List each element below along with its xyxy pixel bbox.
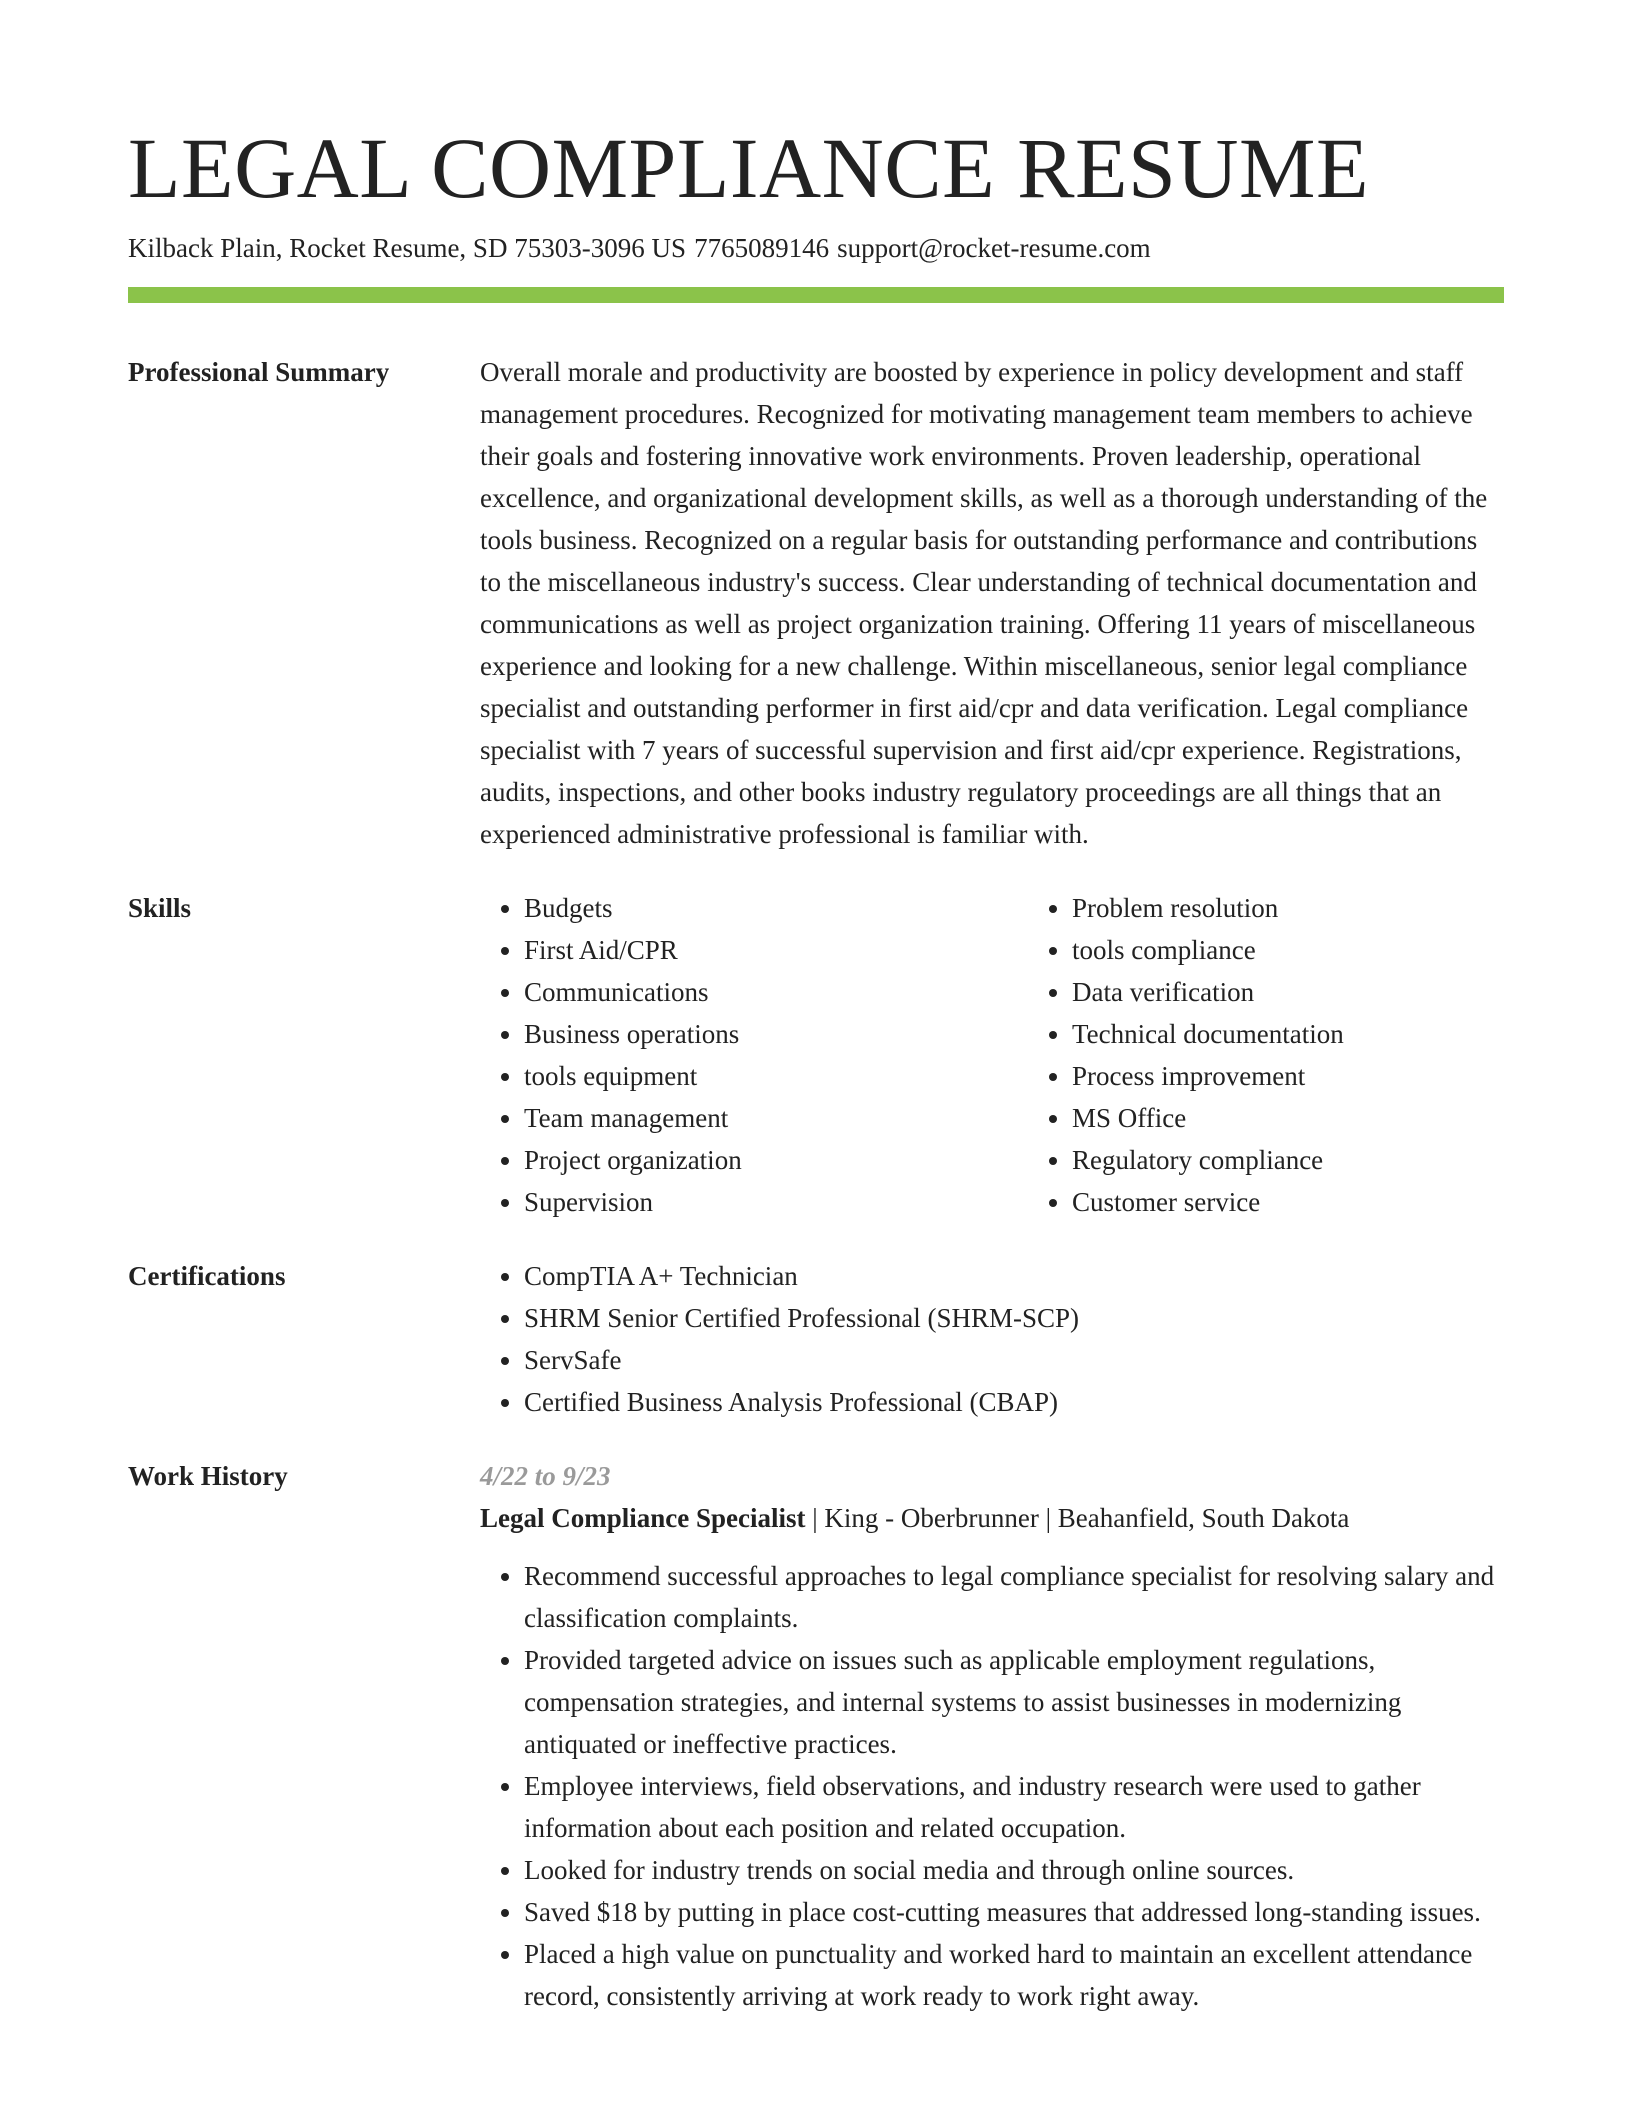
skills-section [128,887,1504,1223]
skills-list-right [1028,887,1576,1223]
certifications-list [480,1255,1504,1423]
skill-item: • Regulatory compliance [1072,1139,1576,1181]
contact-email: support@rocket-resume.com [837,233,1151,263]
work-history-body [480,1455,1504,2017]
certification-item: • CompTIA A+ Technician [524,1255,1504,1297]
skill-item: • First Aid/CPR [524,929,1028,971]
job-bullet: • Recommend successful approaches to legal compliance specialist for resolving salary and classification complaints. [524,1555,1504,1639]
resume-page [128,118,1504,2017]
skill-item: • Process improvement [1072,1055,1576,1097]
contact-line [128,230,1504,266]
skill-item: • Budgets [524,887,1028,929]
section-label-summary: Professional Summary [128,357,390,387]
header-divider [128,287,1504,303]
skill-item: • tools compliance [1072,929,1576,971]
skill-item: • Customer service [1072,1181,1576,1223]
work-history-section [128,1455,1504,2017]
job-title: Legal Compliance Specialist [480,1503,806,1533]
skill-item: • Technical documentation [1072,1013,1576,1055]
job-heading [480,1497,1504,1539]
section-label-work-history: Work History [128,1461,288,1491]
job-bullet: • Looked for industry trends on social media and through online sources. [524,1849,1504,1891]
certification-item: • SHRM Senior Certified Professional (SHRM-SCP) [524,1297,1504,1339]
skill-item: • Supervision [524,1181,1028,1223]
section-label-skills: Skills [128,893,192,923]
job-employer-location: | King - Oberbrunner | Beahanfield, South Dakota [805,1503,1350,1533]
skills-columns [480,887,1576,1223]
contact-address: Kilback Plain, Rocket Resume, SD 75303-3096 US [128,233,686,263]
skill-item: • Business operations [524,1013,1028,1055]
skill-item: • tools equipment [524,1055,1028,1097]
skill-item: • MS Office [1072,1097,1576,1139]
skill-item: • Data verification [1072,971,1576,1013]
section-label-certifications: Certifications [128,1261,286,1291]
certifications-body [480,1255,1504,1423]
resume-title: LEGAL COMPLIANCE RESUME [128,120,1369,216]
job-responsibilities-list [480,1555,1504,2017]
contact-phone: 7765089146 [694,233,830,263]
certification-item: • ServSafe [524,1339,1504,1381]
job-bullet: • Placed a high value on punctuality and worked hard to maintain an excellent attendance record, consistently arriving at work ready to work right away. [524,1933,1504,2017]
job-bullet: • Employee interviews, field observations, and industry research were used to gather information about each position and related occupation. [524,1765,1504,1849]
professional-summary-section [128,351,1504,855]
certifications-section [128,1255,1504,1423]
skill-item: • Communications [524,971,1028,1013]
job-dates: 4/22 to 9/23 [480,1461,611,1491]
certification-item: • Certified Business Analysis Professional (CBAP) [524,1381,1504,1423]
skill-item: • Problem resolution [1072,887,1576,929]
summary-text: Overall morale and productivity are boosted by experience in policy development and staff management procedures. Recognized for motivating management team members to achieve their goals and fostering innovative work environments. Proven leadership, operational excellence, and organizational development skills, as well as a thorough understanding of the tools business. Recognized on a regular basis for outstanding performance and contributions to the miscellaneous industry's success. Clear understanding of technical documentation and communications as well as project organization training. Offering 11 years of miscellaneous experience and looking for a new challenge. Within miscellaneous, senior legal compliance specialist and outstanding performer in first aid/cpr and data verification. Legal compliance specialist with 7 years of successful supervision and first aid/cpr experience. Registrations, audits, inspections, and other books industry regulatory proceedings are all things that an experienced administrative professional is familiar with. [480,357,1488,849]
job-bullet: • Provided targeted advice on issues such as applicable employment regulations, compensation strategies, and internal systems to assist businesses in modernizing antiquated or ineffective practices. [524,1639,1504,1765]
skills-list-left [480,887,1028,1223]
skill-item: • Project organization [524,1139,1028,1181]
job-bullet: • Saved $18 by putting in place cost-cutting measures that addressed long-standing issues. [524,1891,1504,1933]
skill-item: • Team management [524,1097,1028,1139]
